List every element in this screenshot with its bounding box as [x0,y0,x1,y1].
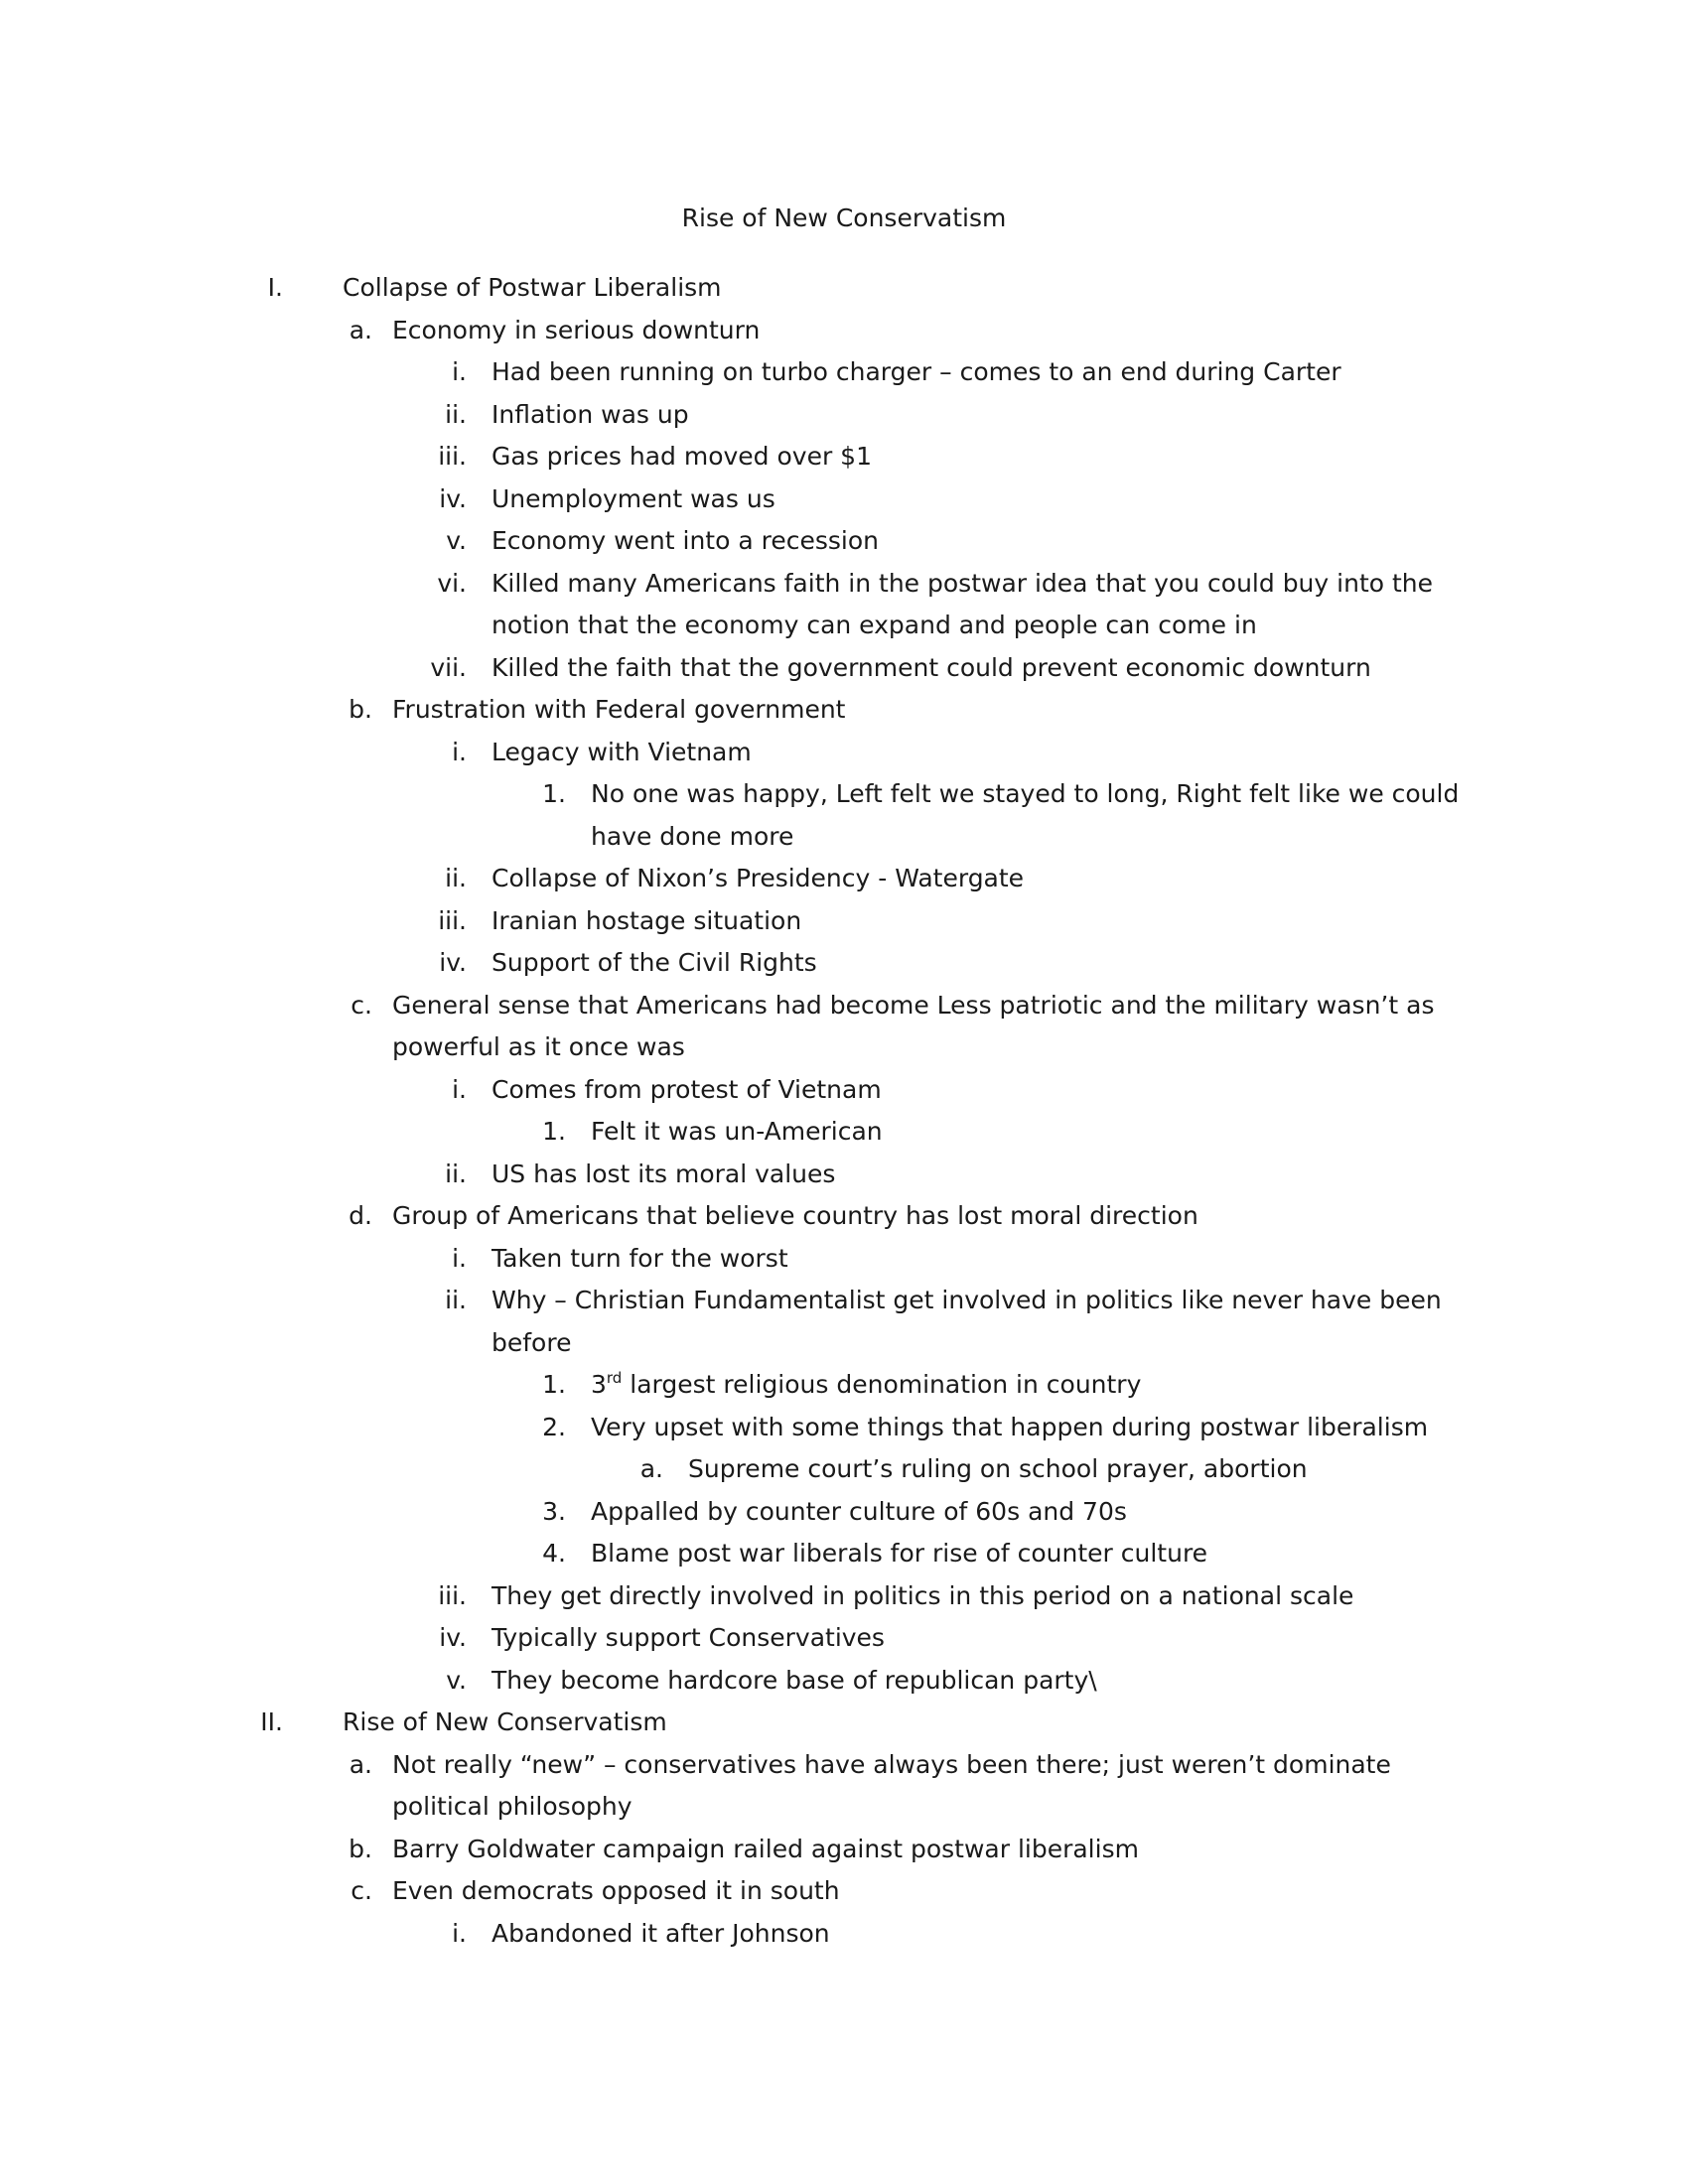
outline-marker: 1. [542,1370,566,1399]
outline-marker: b. [349,1834,372,1863]
outline-text: Collapse of Postwar Liberalism [343,273,722,302]
outline-text: Taken turn for the worst [492,1243,788,1273]
outline-marker: ii. [445,1286,467,1314]
outline-item [492,521,879,561]
outline-item [492,1281,1442,1320]
outline-text: Frustration with Federal government [392,695,846,724]
outline-text: powerful as it once was [392,1032,685,1061]
outline-item-continuation [392,1027,685,1067]
outline-item [392,986,1434,1025]
outline-marker: 1. [542,779,566,808]
document-title: Rise of New Conservatism [681,204,1007,232]
outline-text: Barry Goldwater campaign railed against postwar liberalism [392,1834,1139,1863]
outline-item [492,859,1024,898]
outline-text: have done more [591,821,794,851]
outline-item [392,311,760,350]
outline-item [492,395,689,435]
outline-item [343,1703,667,1742]
outline-marker: iv. [439,1623,467,1652]
outline-marker: ii. [445,864,467,892]
outline-text: US has lost its moral values [492,1159,836,1188]
outline-marker: 4. [542,1539,566,1568]
outline-item [392,690,845,730]
outline-item [492,1661,1097,1701]
outline-item [492,1155,835,1194]
outline-marker: i. [452,737,467,766]
outline-item-continuation [392,1787,633,1827]
outline-text: notion that the economy can expand and people can come in [492,611,1257,639]
outline-text-rest: largest religious denomination in country [622,1370,1142,1399]
outline-text: Gas prices had moved over $1 [492,442,872,471]
outline-text: Inflation was up [492,399,689,429]
outline-marker: iv. [439,483,467,513]
outline-marker: c. [351,1876,372,1905]
outline-marker: 2. [542,1412,566,1441]
outline-marker: vii. [430,652,467,682]
outline-item [492,1618,885,1658]
outline-text: Blame post war liberals for rise of counter culture [591,1539,1208,1568]
outline-marker: a. [349,1749,372,1779]
outline-text: Appalled by counter culture of 60s and 70s [591,1496,1127,1526]
outline-item [492,733,752,772]
outline-marker: d. [349,1201,372,1230]
outline-text: Not really “new” – conservatives have always been there; just weren’t dominate [392,1749,1391,1779]
outline-marker: 1. [542,1117,566,1146]
outline-text: They get directly involved in politics in this period on a national scale [492,1580,1354,1610]
outline-text: Iranian hostage situation [492,905,802,935]
outline-text: political philosophy [392,1792,633,1821]
superscript: rd [606,1369,623,1387]
outline-text: 3 [591,1370,607,1399]
outline-text: Killed many Americans faith in the postwar idea that you could buy into the [492,568,1434,598]
outline-item [591,1534,1207,1573]
outline-marker: i. [452,1918,467,1948]
outline-item [492,648,1371,688]
outline-marker: ii. [445,399,467,429]
outline-text: Economy in serious downturn [392,315,761,344]
outline-marker: b. [349,695,372,724]
outline-marker: i. [452,1243,467,1273]
outline-marker: a. [349,315,372,344]
outline-marker: 3. [542,1496,566,1526]
outline-text: General sense that Americans had become Less patriotic and the military wasn’t as [392,990,1435,1020]
outline-item [492,901,801,941]
outline-marker: ii. [445,1159,467,1188]
outline-item-continuation [492,1323,571,1363]
outline-text: Even democrats opposed it in south [392,1876,840,1905]
outline-text: Support of the Civil Rights [492,948,817,977]
outline-marker: v. [446,526,467,555]
outline-item-continuation [591,817,793,857]
outline-text: Very upset with some things that happen during postwar liberalism [591,1412,1429,1441]
outline-item [591,1492,1127,1532]
outline-marker: II. [260,1707,283,1736]
outline-text: Had been running on turbo charger – comes to an end during Carter [492,357,1341,386]
outline-text: Felt it was un-American [591,1117,883,1146]
outline-text: Why – Christian Fundamentalist get involved in politics like never have been [492,1286,1442,1314]
outline-text: Group of Americans that believe country has lost moral direction [392,1201,1198,1230]
outline-text: Economy went into a recession [492,526,879,555]
outline-item [591,1365,1141,1405]
outline-item [392,1745,1391,1785]
outline-marker: iii. [438,442,467,471]
outline-text: Rise of New Conservatism [343,1707,667,1736]
outline-marker: v. [446,1665,467,1695]
outline-marker: c. [351,990,372,1020]
outline-marker: I. [267,273,283,302]
outline-item [392,1830,1139,1869]
outline-text: Comes from protest of Vietnam [492,1074,882,1104]
outline-item [343,268,722,308]
outline-marker: vi. [437,568,467,598]
outline-text: Unemployment was us [492,483,775,513]
outline-text: Abandoned it after Johnson [492,1918,830,1948]
outline-marker: iii. [438,905,467,935]
outline-marker: i. [452,1074,467,1104]
outline-marker: iii. [438,1580,467,1610]
outline-text: before [492,1327,572,1357]
outline-item [492,479,775,519]
outline-text: Killed the faith that the government could prevent economic downturn [492,652,1371,682]
outline-item [492,352,1341,392]
outline-item [492,1914,830,1954]
outline-item [492,943,817,983]
outline-text: Legacy with Vietnam [492,737,752,766]
outline-marker: iv. [439,948,467,977]
outline-item-continuation [492,606,1257,645]
outline-item [392,1871,840,1911]
outline-item [492,1239,788,1279]
outline-text: Supreme court’s ruling on school prayer, abortion [688,1454,1308,1483]
outline-item [392,1196,1198,1236]
outline-item [591,1408,1428,1447]
outline-item [492,1576,1353,1616]
outline-item [492,1070,882,1110]
outline-item [591,1112,883,1152]
outline-text: No one was happy, Left felt we stayed to long, Right felt like we could [591,779,1460,808]
outline-text: Typically support Conservatives [492,1623,885,1652]
outline-item [492,564,1433,604]
outline-text: They become hardcore base of republican party\ [492,1665,1097,1695]
outline-marker: i. [452,357,467,386]
outline-marker: a. [639,1454,663,1483]
outline-item [492,437,872,477]
outline-item [688,1449,1308,1489]
outline-item [591,774,1459,814]
outline-text: Collapse of Nixon’s Presidency - Watergate [492,864,1025,892]
